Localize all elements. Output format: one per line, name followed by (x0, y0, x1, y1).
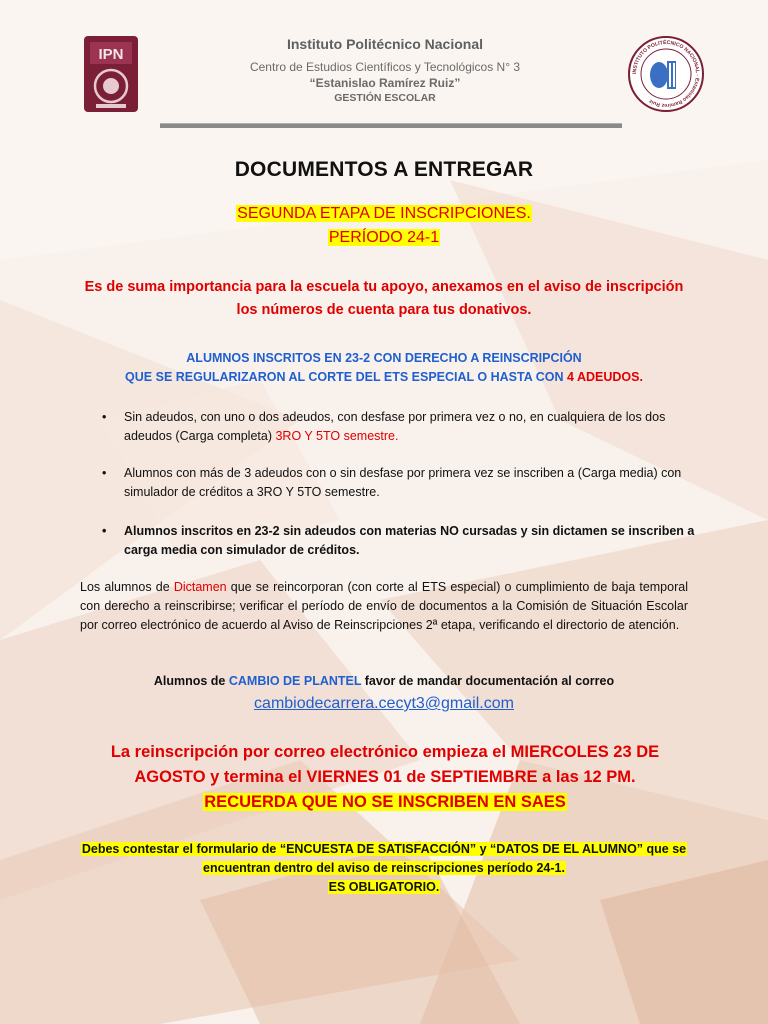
institution-name: Instituto Politécnico Nacional (286, 36, 484, 52)
requirements-list (92, 408, 712, 560)
institution-header (160, 36, 610, 104)
page-title: DOCUMENTOS A ENTREGAR (234, 158, 534, 181)
list-item-text: Alumnos inscritos en 23-2 sin adeudos con materias NO cursadas y sin dictamen se inscriben a carga media con simulador de créditos. (124, 524, 695, 557)
list-item (92, 464, 712, 502)
dictamen-prefix: Los alumnos de (80, 580, 174, 594)
list-item (92, 408, 712, 446)
bullet-icon: • (102, 466, 107, 480)
enrollment-dates (90, 740, 680, 815)
dictamen-paragraph (80, 578, 688, 635)
bullet-icon: • (102, 524, 107, 538)
saes-warning: RECUERDA QUE NO SE INSCRIBEN EN SAES (204, 793, 566, 811)
stage-line-1: SEGUNDA ETAPA DE INSCRIPCIONES. (237, 205, 531, 222)
students-heading-line-1: ALUMNOS INSCRITOS EN 23-2 CON DERECHO A REINSCRIPCIÓN (186, 351, 582, 365)
list-item-text: Alumnos con más de 3 adeudos con o sin desfase por primera vez se inscriben a (Carga media) con simulador de créditos a 3RO Y 5TO semestre. (124, 466, 682, 499)
header-divider (160, 123, 622, 128)
contact-email-link[interactable]: cambiodecarrera.cecyt3@gmail.com (254, 695, 514, 712)
center-name: Centro de Estudios Científicos y Tecnológicos N° 3 (249, 60, 521, 74)
ipn-logo (80, 34, 142, 114)
mandatory-notice: ES OBLIGATORIO. (328, 880, 440, 894)
survey-notice (70, 840, 698, 897)
dictamen-highlight: Dictamen (173, 580, 227, 594)
semester-highlight: 3RO Y 5TO semestre. (275, 429, 399, 443)
department-name: GESTIÓN ESCOLAR (334, 92, 436, 104)
seal-text: INSTITUTO POLITÉCNICO NACIONAL · Estanislao Ramírez Ruiz (631, 39, 701, 109)
donation-notice-line-2: los números de cuenta para tus donativos. (236, 302, 532, 318)
dictamen-text: que se reincorporan (con corte al ETS especial) o cumplimiento de baja temporal con derecho a reinscribirse; verificar el período de envío de documentos a la Comisión de Situación Escolar por correo electrónico de acuerdo al Aviso de Reinscripciones 2ª etapa, verificando el directorio de atención. (80, 580, 688, 632)
students-heading (70, 349, 698, 387)
cecyt-seal-logo (627, 35, 705, 113)
school-name: “Estanislao Ramírez Ruiz” (309, 76, 461, 90)
enrollment-stage (0, 202, 768, 250)
survey-line-1: Debes contestar el formulario de “ENCUESTA DE SATISFACCIÓN” y “DATOS DE EL ALUMNO” que se (81, 842, 687, 856)
dates-line-1: La reinscripción por correo electrónico empieza el MIERCOLES 23 DE (110, 743, 660, 761)
campus-change-prefix: Alumnos de (153, 674, 229, 688)
list-item-text: Sin adeudos, con uno o dos adeudos, con desfase por primera vez o no, en cualquiera de los dos adeudos (Carga completa) (124, 410, 666, 443)
donation-notice-line-1: Es de suma importancia para la escuela tu apoyo, anexamos en el aviso de inscripción (84, 279, 684, 295)
campus-change-notice (0, 674, 768, 688)
campus-change-highlight: CAMBIO DE PLANTEL (228, 674, 362, 688)
ipn-logo-text: IPN (98, 46, 124, 63)
list-item (92, 522, 712, 560)
dates-line-2: AGOSTO y termina el VIERNES 01 de SEPTIEMBRE a las 12 PM. (134, 768, 636, 786)
bullet-icon: • (102, 410, 107, 424)
debts-highlight: 4 ADEUDOS. (566, 370, 643, 384)
stage-line-2: PERÍODO 24-1 (328, 229, 440, 246)
donation-notice (70, 276, 698, 322)
students-heading-line-2: QUE SE REGULARIZARON AL CORTE DEL ETS ESPECIAL O HASTA CON (125, 370, 567, 384)
campus-change-text: favor de mandar documentación al correo (361, 674, 615, 688)
survey-line-2: encuentran dentro del aviso de reinscripciones período 24-1. (203, 861, 565, 875)
